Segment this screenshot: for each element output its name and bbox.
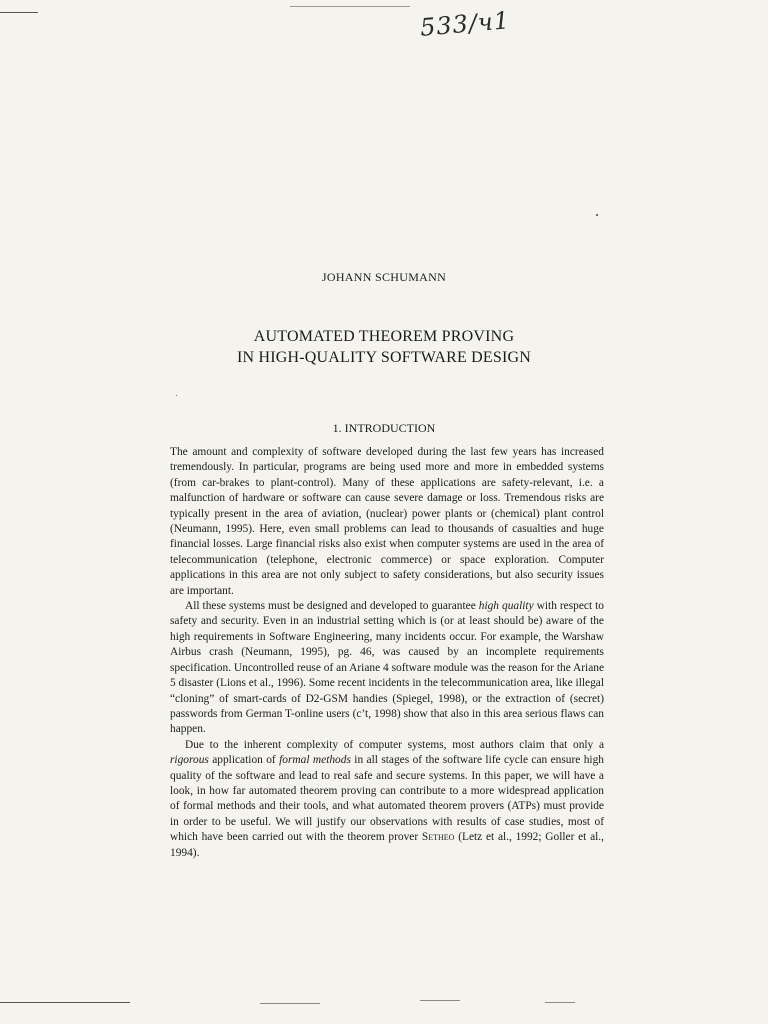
scan-line-top-center (290, 6, 410, 7)
scan-line-bottom-mid (260, 1003, 320, 1004)
author-name: JOHANN SCHUMANN (321, 270, 447, 284)
scan-line-bottom-mid2 (420, 1000, 460, 1001)
emphasis-rigorous: rigorous (170, 754, 209, 767)
paragraph-2-text-a: All these systems must be designed and developed to guarantee (185, 600, 479, 613)
paragraph-3-text-d: (Letz et al., 1992; Goller et al., 1994). (170, 831, 605, 859)
scan-speck (596, 214, 598, 216)
scan-line-top-left (0, 12, 38, 13)
handwritten-note: 533/ч1 (418, 6, 512, 42)
body-text (170, 445, 604, 861)
paragraph-2 (170, 599, 604, 738)
paragraph-3 (170, 738, 604, 861)
section-heading: 1. INTRODUCTION (332, 421, 436, 435)
scan-line-bottom-right (545, 1002, 575, 1003)
scan-line-bottom-left (0, 1002, 130, 1003)
paragraph-2-text-b: with respect to safety and security. Even in an industrial setting which is (or at least should be) aware of the high requirements in Software Engineering, many incidents occur. For example, the Warshaw Airbus crash (Neumann, 1995), pg. 46, was caused by an incomplete requirements specification. Uncontrolled reuse of an Ariane 4 software module was the reason for the Ariane 5 disaster (Lions et al., 1996). Some recent incidents in the telecommunication area, like illegal “cloning” of smart-cards of D2-GSM handies (Spiegel, 1998), or the extraction of (secret) passwords from German T-online users (c’t, 1998) show that also in this area serious flaws can happen. (170, 600, 604, 736)
scan-speck (176, 395, 177, 396)
emphasis-formal-methods: formal methods (279, 754, 351, 767)
setheo-small-caps: Setheo (421, 831, 455, 844)
paper-title (0, 326, 768, 368)
emphasis-high-quality: high quality (478, 600, 534, 613)
paragraph-3-text-c: in all stages of the software life cycle can ensure high quality of the software and lead to real safe and secure systems. In this paper, we will have a look, in how far automated theorem proving can contribute to a more widespread application of formal methods and their tools, and what automated theorem provers (ATPs) must provide in order to be useful. We will justify our observations with results of case studies, most of which have been carried out with the theorem prover (170, 754, 604, 844)
title-line-2: IN HIGH-QUALITY SOFTWARE DESIGN (236, 349, 532, 366)
title-line-1: AUTOMATED THEOREM PROVING (253, 328, 515, 345)
paragraph-3-text-b: application of (208, 754, 280, 767)
paragraph-1: The amount and complexity of software developed during the last few years has increased tremendously. In particular, programs are being used more and more in embedded systems (from car-brakes to plant-control). Many of these applications are safety-relevant, i.e. a malfunction of hardware or software can cause severe damage or loss. Tremendous risks are typically present in the area of aviation, (nuclear) power plants or (chemical) plant control (Neumann, 1995). Here, even small problems can lead to thousands of casualties and huge financial losses. Large financial risks also exist when computer systems are used in the area of telecommunication (telephone, electronic commerce) or space exploration. Computer applications in this area are not only subject to safety considerations, but also security issues are important. (170, 446, 604, 597)
paragraph-3-text-a: Due to the inherent complexity of computer systems, most authors claim that only a (185, 738, 604, 751)
